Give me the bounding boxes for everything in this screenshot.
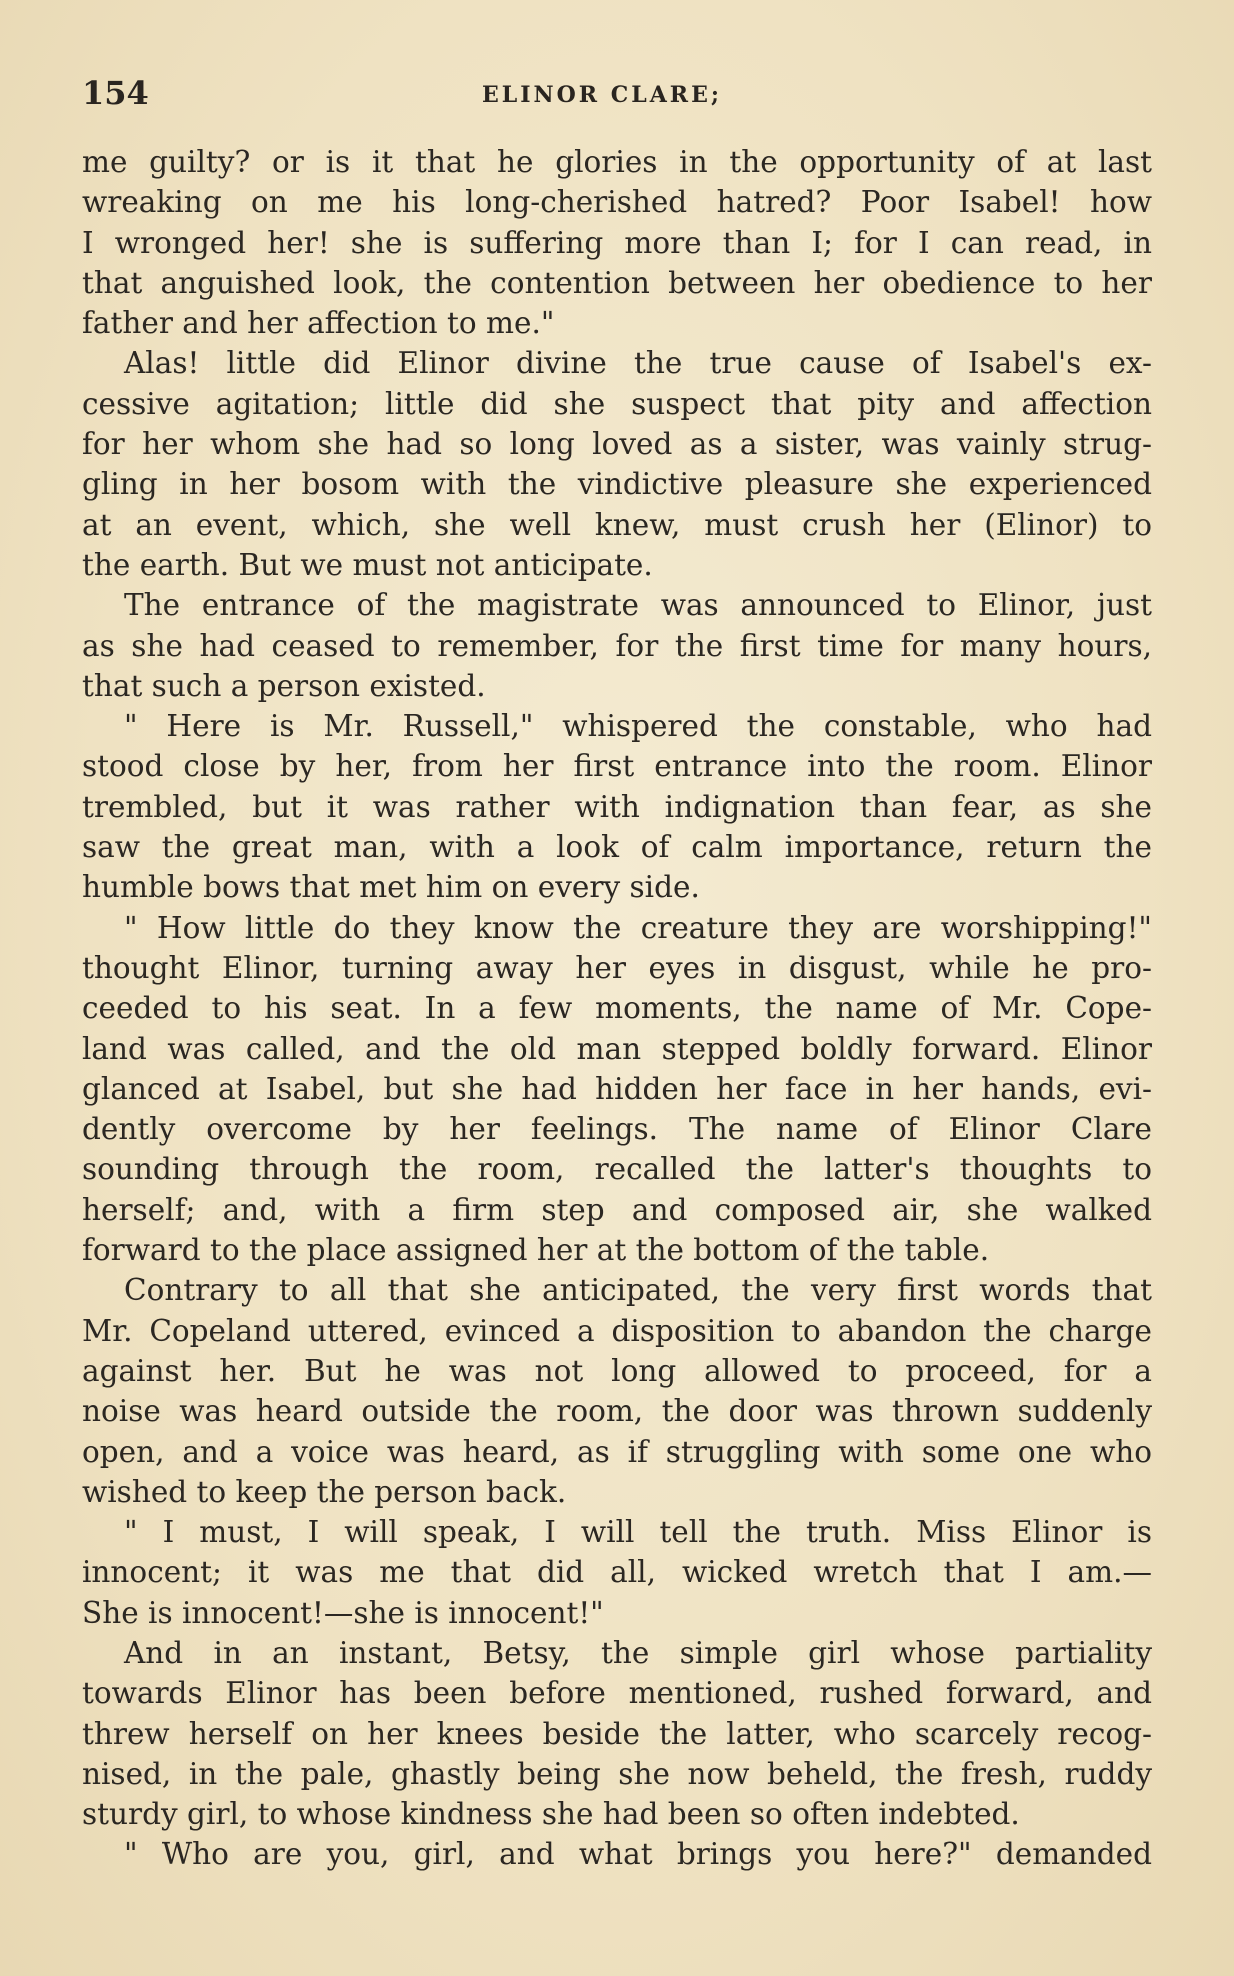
text-line: noise was heard outside the room, the door was thrown suddenly (82, 1394, 1152, 1429)
text-line: trembled, but it was rather with indignation than fear, as she (82, 789, 1152, 824)
text-line: glanced at Isabel, but she had hidden her face in her hands, evi- (82, 1071, 1152, 1106)
text-line: Contrary to all that she anticipated, the very first words that (124, 1273, 1152, 1308)
text-line: towards Elinor has been before mentioned, rushed forward, and (82, 1676, 1152, 1711)
text-line: thought Elinor, turning away her eyes in disgust, while he pro- (82, 950, 1152, 985)
text-line: the earth. But we must not anticipate. (82, 547, 653, 582)
text-line: as she had ceased to remember, for the first time for many hours, (82, 628, 1152, 663)
text-line: " I must, I will speak, I will tell the truth. Miss Elinor is (124, 1515, 1152, 1550)
body-text (82, 142, 1152, 1875)
text-line: at an event, which, she well knew, must crush her (Elinor) to (82, 507, 1152, 542)
text-line: father and her affection to me." (82, 306, 555, 341)
text-line: cessive agitation; little did she suspect that pity and affection (82, 386, 1152, 421)
text-line: " How little do they know the creature they are worshipping!" (124, 910, 1152, 945)
text-line: The entrance of the magistrate was announced to Elinor, just (124, 588, 1152, 623)
text-line: " Who are you, girl, and what brings you here?" demanded (124, 1837, 1152, 1872)
text-line: saw the great man, with a look of calm importance, return the (82, 830, 1152, 865)
text-line: me guilty? or is it that he glories in the opportunity of at last (82, 145, 1152, 179)
text-line: Alas! little did Elinor divine the true cause of Isabel's ex- (124, 346, 1152, 381)
text-line: forward to the place assigned her at the bottom of the table. (82, 1233, 990, 1268)
text-line: for her whom she had so long loved as a sister, was vainly strug- (82, 427, 1152, 462)
page-header (82, 74, 1152, 118)
text-line: ceeded to his seat. In a few moments, the name of Mr. Cope- (82, 991, 1152, 1026)
text-line: " Here is Mr. Russell," whispered the constable, who had (124, 709, 1152, 744)
text-line: sturdy girl, to whose kindness she had been so often indebted. (82, 1797, 1020, 1832)
text-line: I wronged her! she is suffering more than I; for I can read, in (82, 225, 1152, 260)
text-line: open, and a voice was heard, as if struggling with some one who (82, 1434, 1152, 1469)
text-line: wished to keep the person back. (82, 1474, 567, 1509)
text-line: She is innocent!—she is innocent!" (82, 1595, 604, 1630)
text-line: gling in her bosom with the vindictive pleasure she experienced (82, 467, 1152, 502)
text-line: dently overcome by her feelings. The name of Elinor Clare (82, 1112, 1152, 1147)
text-line: wreaking on me his long-cherished hatred? Poor Isabel! how (82, 185, 1152, 220)
text-line: stood close by her, from her first entrance into the room. Elinor (82, 749, 1152, 784)
running-head: ELINOR CLARE; (482, 82, 722, 108)
text-line: innocent; it was me that did all, wicked wretch that I am.— (82, 1555, 1152, 1590)
text-line: threw herself on her knees beside the latter, who scarcely recog- (82, 1716, 1152, 1751)
text-line: against her. But he was not long allowed to proceed, for a (82, 1353, 1152, 1388)
text-line: humble bows that met him on every side. (82, 870, 700, 905)
text-line: that anguished look, the contention between her obedience to her (82, 265, 1152, 300)
text-line: that such a person existed. (82, 668, 486, 703)
text-line: Mr. Copeland uttered, evinced a disposition to abandon the charge (82, 1313, 1152, 1348)
text-line: herself; and, with a firm step and composed air, she walked (82, 1192, 1152, 1227)
text-line: land was called, and the old man stepped boldly forward. Elinor (82, 1031, 1152, 1066)
page-number: 154 (82, 74, 149, 112)
text-line: sounding through the room, recalled the latter's thoughts to (82, 1152, 1152, 1187)
text-line: nised, in the pale, ghastly being she now beheld, the fresh, ruddy (82, 1756, 1152, 1791)
text-line: And in an instant, Betsy, the simple girl whose partiality (124, 1635, 1152, 1670)
